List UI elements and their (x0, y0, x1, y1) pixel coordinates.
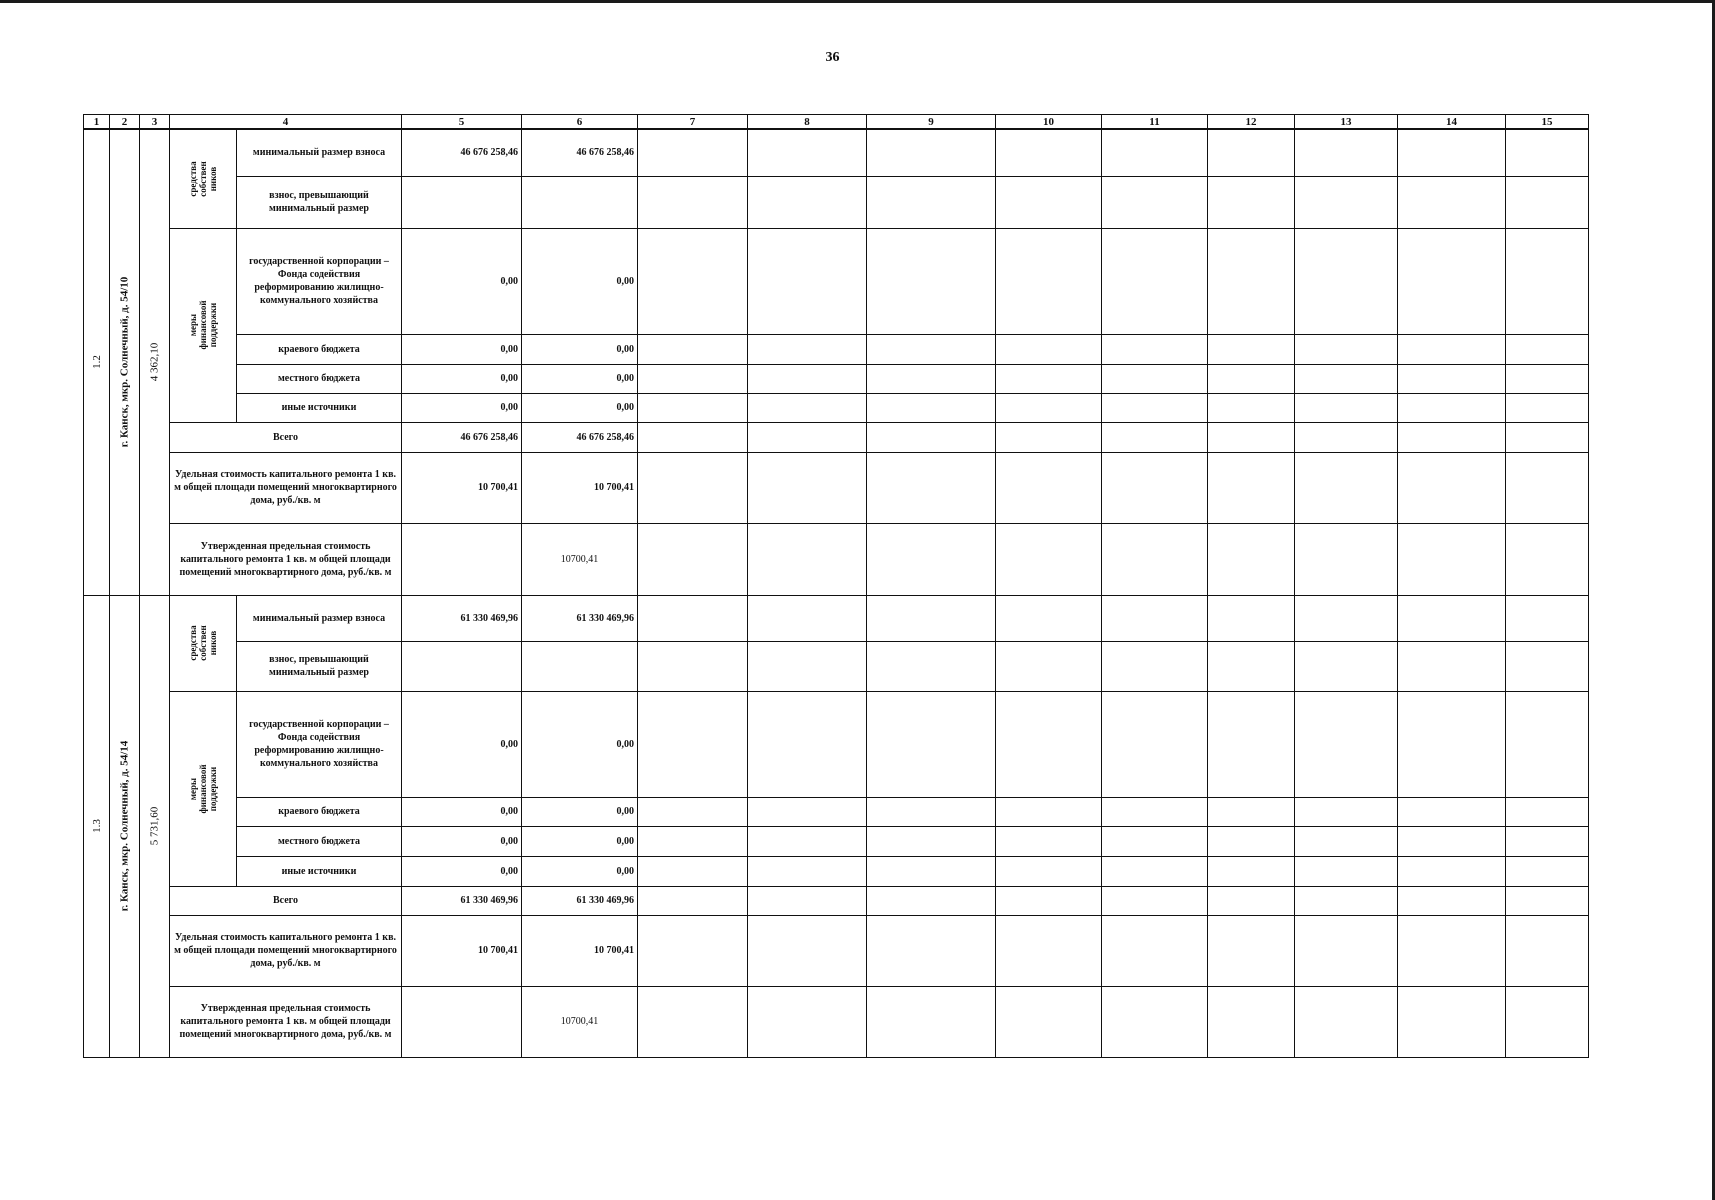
empty-cell (1295, 641, 1398, 691)
table-row (84, 915, 1589, 986)
empty-cell (748, 886, 867, 915)
empty-cell (996, 856, 1102, 886)
owner-funds-group-label: средства собствен ников (188, 625, 218, 661)
empty-cell (1506, 228, 1589, 334)
value-col5 (402, 641, 522, 691)
row-label: краевого бюджета (237, 334, 402, 364)
row-label: минимальный размер взноса (237, 595, 402, 641)
empty-cell (1102, 452, 1208, 523)
table-row (84, 334, 1589, 364)
table-row (84, 364, 1589, 393)
empty-cell (638, 826, 748, 856)
empty-cell (638, 641, 748, 691)
empty-cell (638, 422, 748, 452)
empty-cell (1398, 452, 1506, 523)
empty-cell (1506, 452, 1589, 523)
empty-cell (748, 915, 867, 986)
empty-cell (1208, 452, 1295, 523)
table-row (84, 856, 1589, 886)
address-cell (110, 595, 140, 1057)
empty-cell (1102, 334, 1208, 364)
value-col6: 0,00 (522, 228, 638, 334)
value-col6: 61 330 469,96 (522, 595, 638, 641)
empty-cell (748, 452, 867, 523)
value-col6: 0,00 (522, 797, 638, 826)
empty-cell (638, 176, 748, 228)
table-row (84, 886, 1589, 915)
row-label: иные источники (237, 856, 402, 886)
empty-cell (1208, 641, 1295, 691)
col-header: 10 (996, 115, 1102, 130)
value-col5: 0,00 (402, 691, 522, 797)
unit-cost-col5: 10 700,41 (402, 452, 522, 523)
empty-cell (748, 334, 867, 364)
col-header: 11 (1102, 115, 1208, 130)
empty-cell (1398, 595, 1506, 641)
col-header: 14 (1398, 115, 1506, 130)
empty-cell (867, 334, 996, 364)
owner-funds-group-label: средства собствен ников (188, 161, 218, 197)
table-row (84, 595, 1589, 641)
empty-cell (1102, 129, 1208, 176)
empty-cell (996, 129, 1102, 176)
empty-cell (1398, 797, 1506, 826)
value-col5: 0,00 (402, 334, 522, 364)
empty-cell (1506, 986, 1589, 1057)
limit-cost-col6: 10700,41 (522, 986, 638, 1057)
col-header: 7 (638, 115, 748, 130)
empty-cell (867, 422, 996, 452)
empty-cell (748, 393, 867, 422)
support-group-cell (170, 691, 237, 886)
empty-cell (1102, 797, 1208, 826)
value-col6: 0,00 (522, 393, 638, 422)
empty-cell (996, 523, 1102, 595)
address: г. Канск, мкр. Солнечный, д. 54/10 (118, 276, 131, 448)
empty-cell (1398, 422, 1506, 452)
empty-cell (1506, 826, 1589, 856)
empty-cell (867, 986, 996, 1057)
unit-cost-label: Удельная стоимость капитального ремонта 1 кв. м общей площади помещений многоквартирного дома, руб./кв. м (170, 915, 402, 986)
empty-cell (748, 129, 867, 176)
value-col6: 0,00 (522, 334, 638, 364)
unit-cost-col6: 10 700,41 (522, 915, 638, 986)
empty-cell (1506, 176, 1589, 228)
owner-funds-group-cell (170, 595, 237, 691)
empty-cell (748, 523, 867, 595)
col-header: 12 (1208, 115, 1295, 130)
total-col5: 46 676 258,46 (402, 422, 522, 452)
support-group-label: меры финансовой поддержки (188, 300, 218, 350)
empty-cell (748, 176, 867, 228)
empty-cell (1398, 826, 1506, 856)
value-col6: 0,00 (522, 691, 638, 797)
col-header: 6 (522, 115, 638, 130)
empty-cell (1102, 856, 1208, 886)
empty-cell (1208, 228, 1295, 334)
empty-cell (1102, 691, 1208, 797)
empty-cell (867, 595, 996, 641)
empty-cell (996, 422, 1102, 452)
empty-cell (1506, 364, 1589, 393)
empty-cell (867, 856, 996, 886)
empty-cell (1295, 393, 1398, 422)
empty-cell (1208, 334, 1295, 364)
value-col5: 0,00 (402, 228, 522, 334)
owner-funds-group-cell (170, 129, 237, 228)
value-col6: 0,00 (522, 856, 638, 886)
empty-cell (1398, 364, 1506, 393)
empty-cell (1295, 986, 1398, 1057)
empty-cell (748, 595, 867, 641)
column-number-row (84, 115, 1589, 130)
col-header: 1 (84, 115, 110, 130)
value-col5: 61 330 469,96 (402, 595, 522, 641)
table-row (84, 691, 1589, 797)
empty-cell (748, 986, 867, 1057)
empty-cell (996, 595, 1102, 641)
empty-cell (1102, 915, 1208, 986)
empty-cell (1398, 886, 1506, 915)
value-col5: 0,00 (402, 826, 522, 856)
row-label: минимальный размер взноса (237, 129, 402, 176)
empty-cell (1506, 129, 1589, 176)
empty-cell (1506, 915, 1589, 986)
empty-cell (748, 228, 867, 334)
table-row (84, 826, 1589, 856)
empty-cell (1208, 915, 1295, 986)
value-col6 (522, 176, 638, 228)
area: 5 731,60 (148, 806, 161, 846)
row-label: иные источники (237, 393, 402, 422)
unit-cost-col5: 10 700,41 (402, 915, 522, 986)
empty-cell (638, 797, 748, 826)
empty-cell (1295, 915, 1398, 986)
total-col6: 61 330 469,96 (522, 886, 638, 915)
empty-cell (1208, 856, 1295, 886)
empty-cell (1398, 129, 1506, 176)
limit-cost-label: Утвержденная предельная стоимость капитального ремонта 1 кв. м общей площади помещений многоквартирного дома, руб./кв. м (170, 523, 402, 595)
empty-cell (867, 915, 996, 986)
empty-cell (1208, 595, 1295, 641)
row-number-cell (84, 129, 110, 595)
empty-cell (867, 826, 996, 856)
col-header: 4 (170, 115, 402, 130)
empty-cell (1506, 334, 1589, 364)
area-cell (140, 129, 170, 595)
table-row (84, 641, 1589, 691)
empty-cell (867, 452, 996, 523)
scan-top-edge (0, 0, 1715, 3)
empty-cell (996, 886, 1102, 915)
page-number: 36 (825, 50, 840, 65)
empty-cell (638, 886, 748, 915)
empty-cell (996, 986, 1102, 1057)
row-label: краевого бюджета (237, 797, 402, 826)
value-col6: 0,00 (522, 364, 638, 393)
empty-cell (996, 641, 1102, 691)
empty-cell (996, 826, 1102, 856)
limit-cost-label: Утвержденная предельная стоимость капитального ремонта 1 кв. м общей площади помещений многоквартирного дома, руб./кв. м (170, 986, 402, 1057)
value-col5: 46 676 258,46 (402, 129, 522, 176)
empty-cell (867, 641, 996, 691)
empty-cell (638, 523, 748, 595)
empty-cell (638, 856, 748, 886)
empty-cell (867, 797, 996, 826)
limit-cost-col6: 10700,41 (522, 523, 638, 595)
total-label: Всего (170, 422, 402, 452)
row-label: государственной корпорации – Фонда содействия реформированию жилищно-коммунального хозяйства (237, 691, 402, 797)
table-row (84, 129, 1589, 176)
empty-cell (638, 691, 748, 797)
empty-cell (1295, 129, 1398, 176)
empty-cell (638, 228, 748, 334)
empty-cell (1506, 886, 1589, 915)
empty-cell (1398, 856, 1506, 886)
empty-cell (1208, 691, 1295, 797)
empty-cell (1506, 641, 1589, 691)
empty-cell (1208, 886, 1295, 915)
empty-cell (1208, 986, 1295, 1057)
empty-cell (1295, 422, 1398, 452)
total-col6: 46 676 258,46 (522, 422, 638, 452)
empty-cell (996, 452, 1102, 523)
empty-cell (748, 797, 867, 826)
row-number: 1.3 (90, 819, 103, 833)
empty-cell (1102, 228, 1208, 334)
unit-cost-col6: 10 700,41 (522, 452, 638, 523)
value-col5 (402, 176, 522, 228)
total-label: Всего (170, 886, 402, 915)
table-row (84, 797, 1589, 826)
table-row (84, 176, 1589, 228)
support-group-label: меры финансовой поддержки (188, 763, 218, 814)
empty-cell (748, 691, 867, 797)
repair-cost-table (83, 114, 1589, 1058)
value-col6 (522, 641, 638, 691)
empty-cell (1295, 452, 1398, 523)
limit-cost-col5 (402, 986, 522, 1057)
value-col6: 46 676 258,46 (522, 129, 638, 176)
limit-cost-col5 (402, 523, 522, 595)
value-col5: 0,00 (402, 393, 522, 422)
row-label: местного бюджета (237, 826, 402, 856)
empty-cell (638, 393, 748, 422)
empty-cell (1102, 176, 1208, 228)
empty-cell (1102, 422, 1208, 452)
empty-cell (1398, 523, 1506, 595)
empty-cell (1398, 641, 1506, 691)
empty-cell (1102, 986, 1208, 1057)
empty-cell (1102, 641, 1208, 691)
empty-cell (638, 915, 748, 986)
empty-cell (1208, 422, 1295, 452)
empty-cell (1295, 364, 1398, 393)
empty-cell (996, 364, 1102, 393)
empty-cell (1208, 826, 1295, 856)
empty-cell (1295, 826, 1398, 856)
empty-cell (1398, 986, 1506, 1057)
empty-cell (1506, 595, 1589, 641)
empty-cell (638, 986, 748, 1057)
empty-cell (1102, 393, 1208, 422)
empty-cell (638, 334, 748, 364)
row-label: взнос, превышающий минимальный размер (237, 176, 402, 228)
table-row (84, 422, 1589, 452)
row-label: местного бюджета (237, 364, 402, 393)
empty-cell (1506, 797, 1589, 826)
empty-cell (1295, 228, 1398, 334)
area-cell (140, 595, 170, 1057)
col-header: 2 (110, 115, 140, 130)
empty-cell (1398, 228, 1506, 334)
empty-cell (1506, 523, 1589, 595)
empty-cell (1102, 886, 1208, 915)
empty-cell (748, 856, 867, 886)
value-col6: 0,00 (522, 826, 638, 856)
empty-cell (1102, 826, 1208, 856)
empty-cell (1102, 595, 1208, 641)
row-label: государственной корпорации – Фонда содействия реформированию жилищно-коммунального хозяйства (237, 228, 402, 334)
empty-cell (1208, 364, 1295, 393)
empty-cell (996, 393, 1102, 422)
empty-cell (1398, 334, 1506, 364)
empty-cell (1398, 176, 1506, 228)
empty-cell (867, 523, 996, 595)
empty-cell (748, 364, 867, 393)
col-header: 15 (1506, 115, 1589, 130)
value-col5: 0,00 (402, 364, 522, 393)
empty-cell (996, 334, 1102, 364)
empty-cell (867, 886, 996, 915)
empty-cell (1506, 422, 1589, 452)
empty-cell (1102, 364, 1208, 393)
empty-cell (1398, 915, 1506, 986)
empty-cell (1208, 523, 1295, 595)
empty-cell (748, 422, 867, 452)
col-header: 9 (867, 115, 996, 130)
empty-cell (1506, 393, 1589, 422)
unit-cost-label: Удельная стоимость капитального ремонта 1 кв. м общей площади помещений многоквартирного дома, руб./кв. м (170, 452, 402, 523)
empty-cell (867, 364, 996, 393)
empty-cell (996, 797, 1102, 826)
empty-cell (1208, 129, 1295, 176)
empty-cell (1398, 393, 1506, 422)
address: г. Канск, мкр. Солнечный, д. 54/14 (118, 740, 131, 912)
col-header: 13 (1295, 115, 1398, 130)
empty-cell (1295, 334, 1398, 364)
empty-cell (996, 691, 1102, 797)
table-row (84, 452, 1589, 523)
col-header: 3 (140, 115, 170, 130)
empty-cell (867, 691, 996, 797)
table-row (84, 523, 1589, 595)
row-number: 1.2 (90, 355, 103, 370)
table-row (84, 228, 1589, 334)
empty-cell (1506, 856, 1589, 886)
col-header: 5 (402, 115, 522, 130)
empty-cell (1295, 176, 1398, 228)
empty-cell (1102, 523, 1208, 595)
empty-cell (1295, 523, 1398, 595)
table-row (84, 393, 1589, 422)
value-col5: 0,00 (402, 856, 522, 886)
row-label: взнос, превышающий минимальный размер (237, 641, 402, 691)
empty-cell (638, 452, 748, 523)
row-number-cell (84, 595, 110, 1057)
empty-cell (867, 228, 996, 334)
empty-cell (1208, 176, 1295, 228)
col-header: 8 (748, 115, 867, 130)
total-col5: 61 330 469,96 (402, 886, 522, 915)
value-col5: 0,00 (402, 797, 522, 826)
empty-cell (867, 393, 996, 422)
empty-cell (1398, 691, 1506, 797)
empty-cell (1295, 886, 1398, 915)
area: 4 362,10 (148, 343, 161, 382)
empty-cell (638, 364, 748, 393)
empty-cell (996, 228, 1102, 334)
empty-cell (748, 641, 867, 691)
empty-cell (996, 915, 1102, 986)
empty-cell (867, 176, 996, 228)
table-row (84, 986, 1589, 1057)
address-cell (110, 129, 140, 595)
empty-cell (1295, 856, 1398, 886)
empty-cell (1208, 797, 1295, 826)
empty-cell (638, 129, 748, 176)
empty-cell (1295, 797, 1398, 826)
empty-cell (1295, 595, 1398, 641)
empty-cell (1295, 691, 1398, 797)
empty-cell (1208, 393, 1295, 422)
empty-cell (638, 595, 748, 641)
support-group-cell (170, 228, 237, 422)
empty-cell (1506, 691, 1589, 797)
empty-cell (748, 826, 867, 856)
empty-cell (996, 176, 1102, 228)
empty-cell (867, 129, 996, 176)
